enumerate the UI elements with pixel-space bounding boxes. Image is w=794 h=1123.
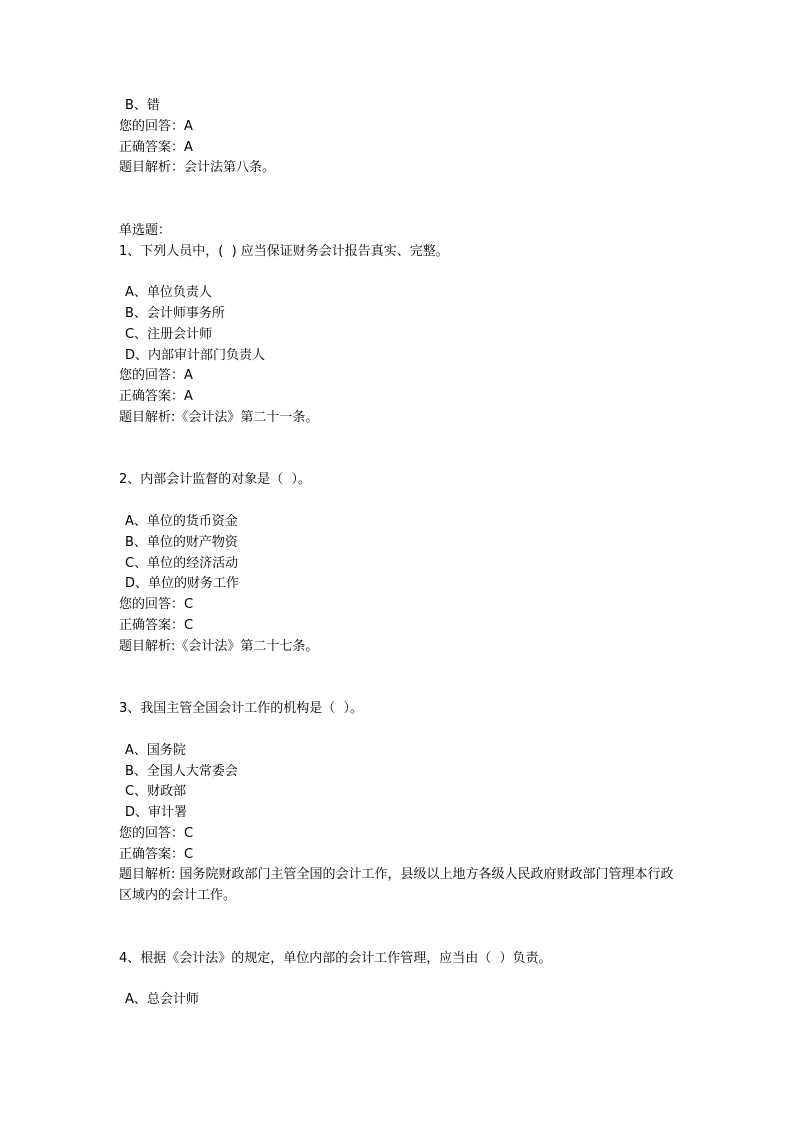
question-1-option-c: C、注册会计师 <box>125 326 213 342</box>
question-1-option-b: B、会计师事务所 <box>125 305 225 321</box>
question-3-analysis: 题目解析: 国务院财政部门主管全国的会计工作，县级以上地方各级人民政府财政部门管理本行政区域内的会计工作。 <box>119 867 674 904</box>
question-4-stem: 4、根据《会计法》的规定，单位内部的会计工作管理，应当由（ ）负责。 <box>119 950 552 966</box>
question-1-option-a: A、单位负责人 <box>125 285 212 301</box>
question-2-option-b: B、单位的财产物资 <box>125 534 238 550</box>
spacer <box>119 262 699 283</box>
spacer <box>119 720 699 741</box>
question-2-correct-answer: 正确答案：C <box>119 617 194 633</box>
question-2-stem: 2、内部会计监督的对象是（ ）。 <box>119 472 312 488</box>
question-1-correct-answer: 正确答案：A <box>119 389 193 405</box>
question-3-your-answer: 您的回答：C <box>119 825 194 841</box>
question-2-your-answer: 您的回答：C <box>119 597 194 613</box>
question-3-option-c: C、财政部 <box>125 784 187 800</box>
question-3-option-b: B、全国人大常委会 <box>125 763 238 779</box>
question-2-option-d: D、单位的财务工作 <box>125 576 240 592</box>
prev-analysis: 题目解析：会计法第八条。 <box>119 160 276 176</box>
question-3-correct-answer: 正确答案：C <box>119 846 194 862</box>
prev-your-answer: 您的回答：A <box>119 118 193 134</box>
question-1-option-d: D、内部审计部门负责人 <box>125 347 266 363</box>
question-3-stem: 3、我国主管全国会计工作的机构是（ ）。 <box>119 701 364 717</box>
spacer <box>119 491 699 512</box>
question-3-option-a: A、国务院 <box>125 742 186 758</box>
spacer <box>119 969 699 990</box>
section-title: 单选题： <box>119 222 172 238</box>
question-1-your-answer: 您的回答：A <box>119 368 193 384</box>
prev-correct-answer: 正确答案：A <box>119 139 193 155</box>
spacer <box>119 907 699 949</box>
document-page <box>119 96 699 1011</box>
question-2-option-c: C、单位的经济活动 <box>125 555 239 571</box>
question-2-option-a: A、单位的货币资金 <box>125 513 238 529</box>
spacer <box>119 429 699 471</box>
spacer <box>119 179 699 221</box>
question-3-option-d: D、审计署 <box>125 805 188 821</box>
prev-option-b: B、错 <box>125 98 160 113</box>
question-2-analysis: 题目解析:《会计法》第二十七条。 <box>119 638 319 654</box>
question-1-stem: 1、下列人员中，( ) 应当保证财务会计报告真实、完整。 <box>119 243 449 259</box>
spacer <box>119 658 699 700</box>
question-1-analysis: 题目解析:《会计法》第二十一条。 <box>119 409 319 425</box>
question-4-option-a: A、总会计师 <box>125 992 199 1008</box>
